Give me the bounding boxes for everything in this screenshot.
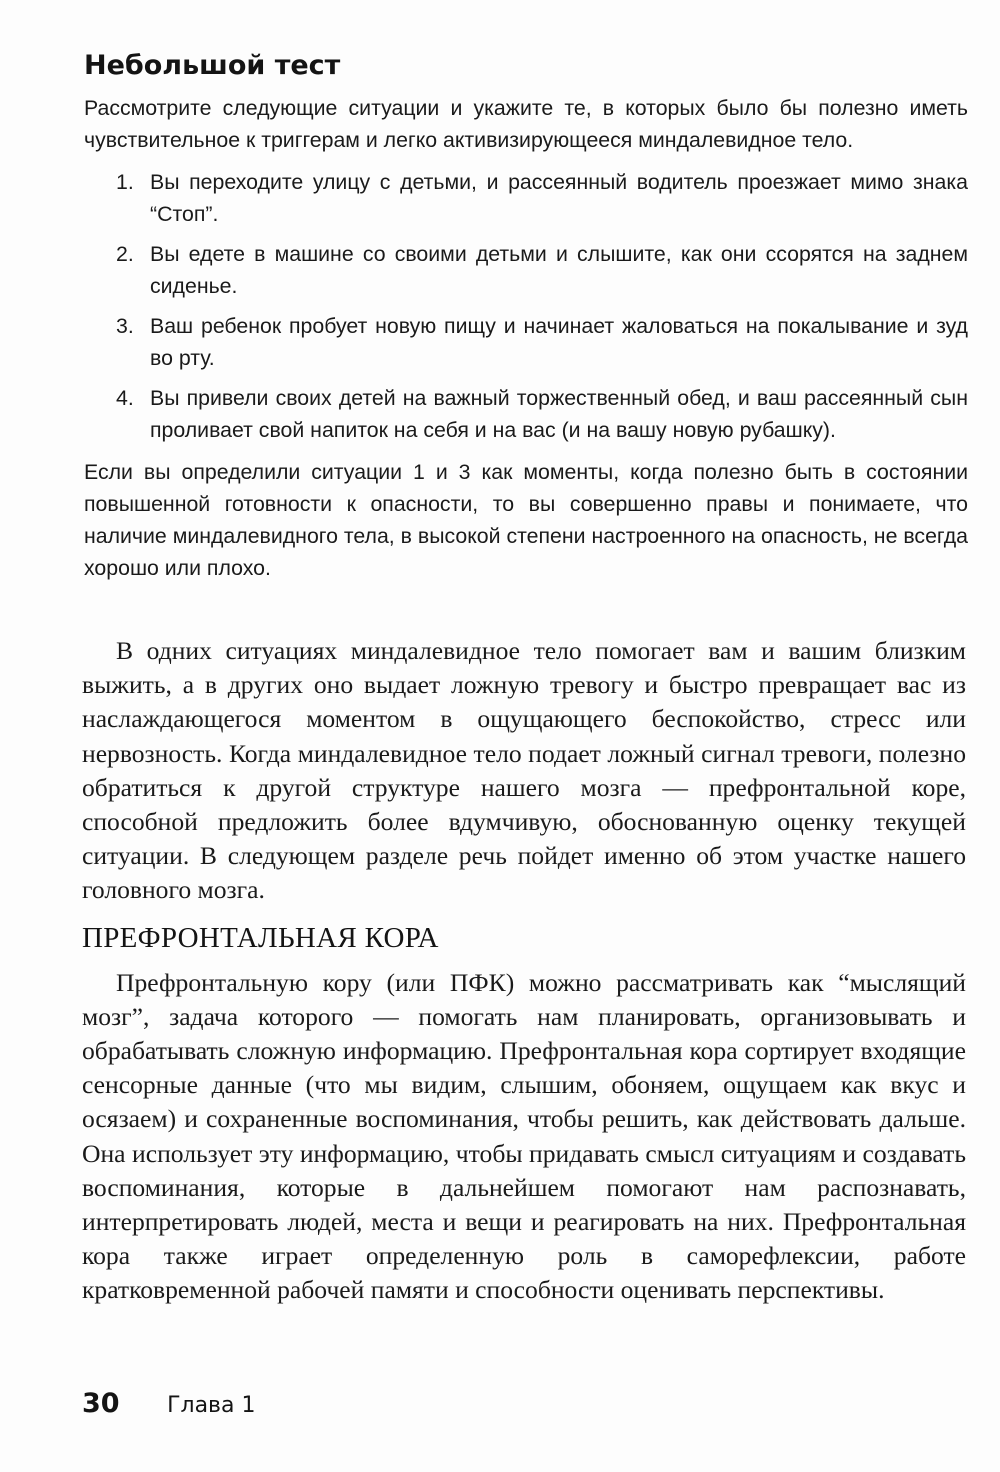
paragraph: Префронтальную кору (или ПФК) можно рассматривать как “мыслящий мозг”, задача которого — помогать нам планировать, организовывать и обрабатывать сложную информацию. Префронтальная кора сортирует входящие сенсорные данные (что мы видим, слышим, обоняем, ощущаем как вкус и осязаем) и сохраненные воспоминания, чтобы решить, как действовать дальше. Она использует эту информацию, чтобы придавать смысл ситуациям и создавать воспоминания, которые в дальнейшем помогают нам распознавать, интерпретировать людей, места и вещи и реагировать на них. Префронтальная кора также играет определенную роль в саморефлексии, работе кратковременной рабочей памяти и способности оценивать перспективы.: [82, 967, 966, 1305]
quiz-conclusion: Если вы определили ситуации 1 и 3 как моменты, когда полезно быть в состоянии повышенной готовности к опасности, то вы совершенно правы и понимаете, что наличие миндалевидного тела, в высокой степени настроенного на опасность, не всегда хорошо или плохо.: [84, 460, 968, 580]
paragraph: В одних ситуациях миндалевидное тело помогает вам и вашим близким выжить, а в других оно выдает ложную тревогу и быстро превращает вас из наслаждающегося моментом в ощущающего беспокойство, стресс или нервозность. Когда миндалевидное тело подает ложный сигнал тревоги, полезно обратиться к другой структуре нашего мозга — префронтальной коре, способной предложить более вдумчивую, обоснованную оценку текущей ситуации. В следующем разделе речь пойдет именно об этом участке нашего головного мозга.: [82, 636, 966, 905]
list-item-text: Вы переходите улицу с детьми, и рассеянный водитель проезжает мимо знака “Стоп”.: [150, 170, 968, 226]
list-item-number: 2.: [116, 242, 134, 266]
list-item: [116, 166, 968, 230]
quiz-title: Небольшой тест: [84, 50, 341, 81]
list-item-number: 3.: [116, 314, 134, 338]
list-item-text: Ваш ребенок пробует новую пищу и начинает жаловаться на покалывание и зуд во рту.: [150, 314, 968, 370]
list-item-number: 1.: [116, 170, 134, 194]
quiz-intro: Рассмотрите следующие ситуации и укажите те, в которых было бы полезно иметь чувствительное к триггерам и легко активизирующееся миндалевидное тело.: [84, 96, 968, 152]
page-footer: [82, 1388, 256, 1419]
chapter-label: Глава 1: [167, 1393, 256, 1418]
list-item: [116, 382, 968, 446]
page-number: 30: [82, 1388, 120, 1419]
list-item-number: 4.: [116, 386, 134, 410]
list-item: [116, 310, 968, 374]
quiz-list: [84, 166, 968, 446]
quiz-box: [84, 46, 968, 584]
list-item-text: Вы привели своих детей на важный торжественный обед, и ваш рассеянный сын проливает свой напиток на себя и на вас (и на вашу новую рубашку).: [150, 386, 968, 442]
list-item: [116, 238, 968, 302]
section-heading: ПРЕФРОНТАЛЬНАЯ КОРА: [82, 921, 439, 954]
list-item-text: Вы едете в машине со своими детьми и слышите, как они ссорятся на заднем сиденье.: [150, 242, 968, 298]
main-text: [82, 634, 966, 1308]
